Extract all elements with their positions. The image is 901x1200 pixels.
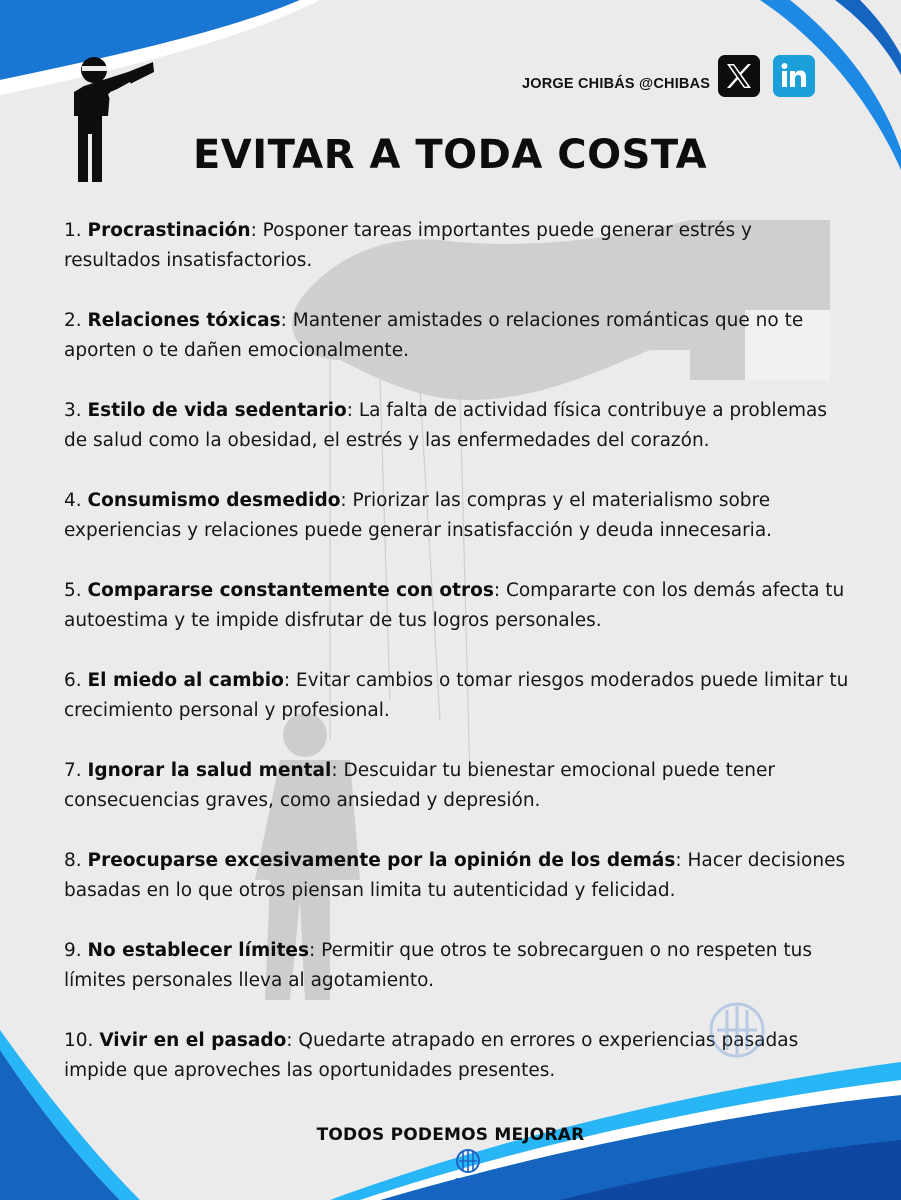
- chibas-logo: [450, 1147, 498, 1187]
- x-social-link[interactable]: [718, 55, 760, 97]
- list-item: 9. No establecer límites: Permitir que otros te sobrecarguen o no respeten tus límites personales lleva al agotamiento.: [64, 940, 813, 991]
- list-item: 6. El miedo al cambio: Evitar cambios o tomar riesgos moderados puede limitar tu crecimiento personal y profesional.: [64, 670, 849, 721]
- list-item: 7. Ignorar la salud mental: Descuidar tu bienestar emocional puede tener consecuencias graves, como ansiedad y depresión.: [64, 760, 775, 811]
- list-item: 3. Estilo de vida sedentario: La falta de actividad física contribuye a problemas de salud como la obesidad, el estrés y las enfermedades del corazón.: [64, 400, 827, 451]
- list-item: 10. Vivir en el pasado: Quedarte atrapado en errores o experiencias pasadas impide que aproveches las oportunidades presentes.: [64, 1030, 799, 1081]
- pointing-person-icon: [70, 54, 160, 184]
- author-handle: JORGE CHIBÁS @CHIBAS: [522, 76, 711, 92]
- logo-text: CHIBAS: [454, 1178, 482, 1185]
- avoid-list: [64, 216, 854, 1116]
- list-item: 1. Procrastinación: Posponer tareas importantes puede generar estrés y resultados insatisfactorios.: [64, 220, 752, 271]
- footer-tagline: TODOS PODEMOS MEJORAR: [316, 1125, 585, 1145]
- x-icon: [724, 61, 754, 91]
- list-item: 8. Preocuparse excesivamente por la opinión de los demás: Hacer decisiones basadas en lo que otros piensan limita tu autenticidad y felicidad.: [64, 850, 846, 901]
- list-item: 2. Relaciones tóxicas: Mantener amistades o relaciones románticas que no te aporten o te dañen emocionalmente.: [64, 310, 804, 361]
- list-item: 5. Compararse constantemente con otros: Compararte con los demás afecta tu autoestima y te impide disfrutar de tus logros personales.: [64, 580, 845, 631]
- list-item: 4. Consumismo desmedido: Priorizar las compras y el materialismo sobre experiencias y relaciones puede generar insatisfacción y deuda innecesaria.: [64, 490, 773, 541]
- linkedin-social-link[interactable]: [773, 55, 815, 97]
- chibas-watermark-logo: [697, 1000, 817, 1080]
- page-title: EVITAR A TODA COSTA: [192, 132, 708, 178]
- linkedin-icon: [779, 61, 809, 91]
